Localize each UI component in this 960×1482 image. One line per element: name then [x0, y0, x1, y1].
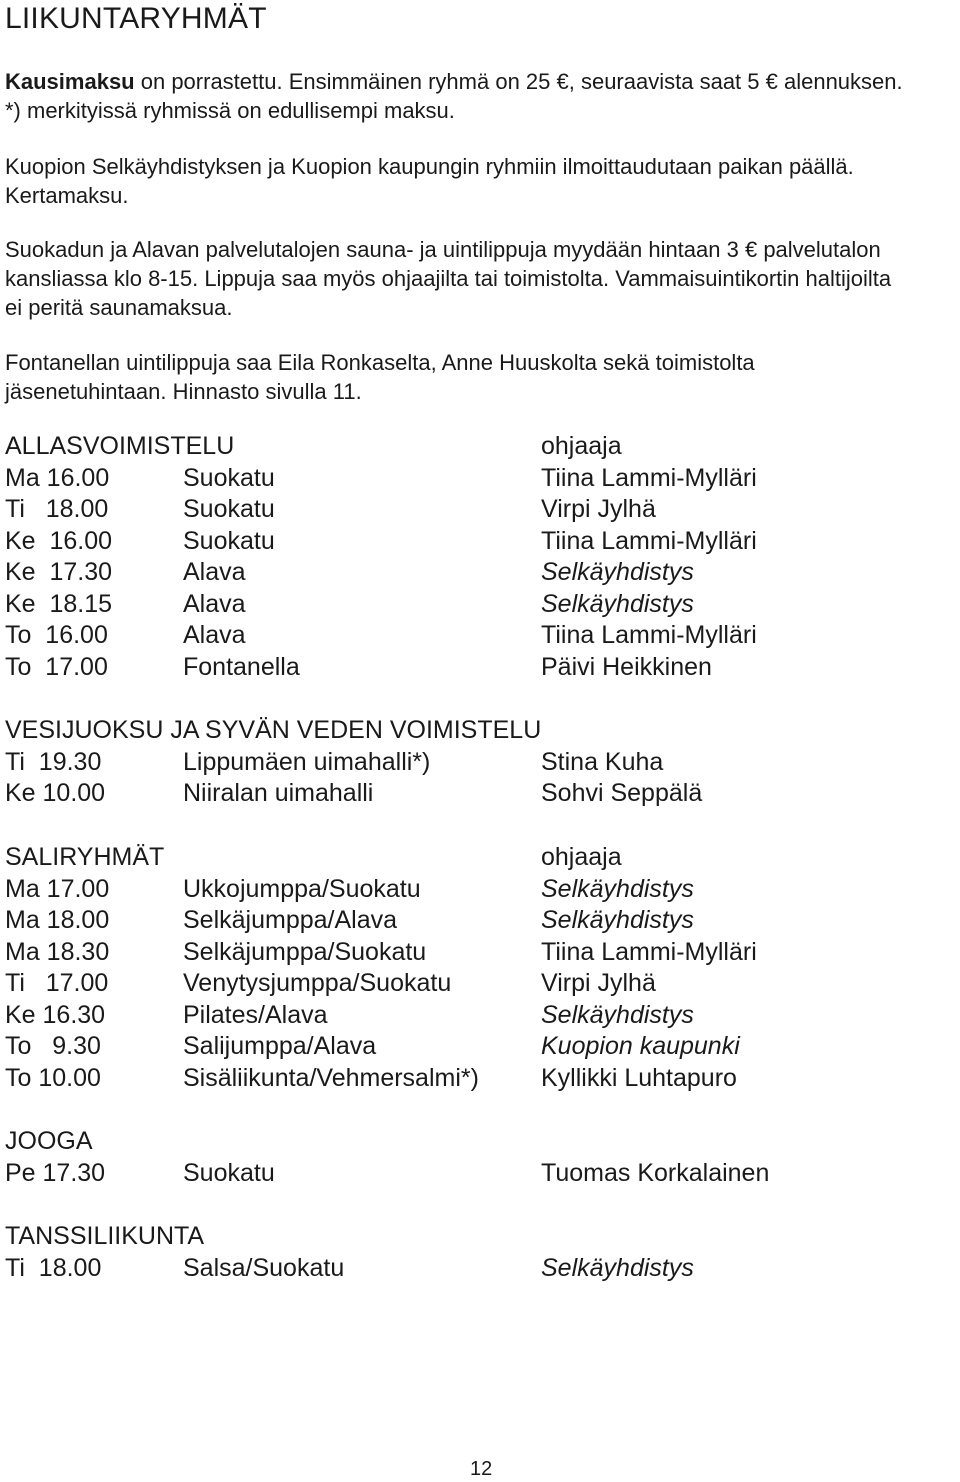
season-fee-label: Kausimaksu [5, 69, 135, 94]
schedule-time: Ti 18.00 [5, 495, 109, 523]
section-jooga [5, 1126, 955, 1189]
schedule-leader: Tiina Lammi-Mylläri [541, 526, 757, 555]
paragraph-sauna-tickets: Suokadun ja Alavan palvelutalojen sauna- ja uintilippuja myydään hintaan 3 € palvelutalon kansliassa klo 8-15. Lippuja saa myös ohjaajilta tai toimistolta. Vammaisuintikortin haltijoilta ei peritä saunamaksua. [5, 237, 892, 320]
section-heading: TANSSILIIKUNTA [5, 1222, 205, 1250]
section-header-row [5, 431, 955, 463]
schedule-leader: Selkäyhdistys [541, 906, 694, 934]
schedule-leader: Tiina Lammi-Mylläri [541, 937, 757, 966]
schedule-leader: Sohvi Seppälä [541, 779, 703, 807]
schedule-place: Suokatu [183, 1158, 275, 1187]
section-tanssiliikunta [5, 1221, 955, 1284]
schedule-place: Alava [183, 621, 246, 649]
schedule-place: Selkäjumppa/Suokatu [183, 937, 427, 966]
schedule-place: Ukkojumppa/Suokatu [183, 874, 421, 903]
schedule-place: Pilates/Alava [183, 1000, 328, 1029]
schedule-place: Fontanella [183, 652, 300, 681]
schedule-leader: Virpi Jylhä [541, 495, 656, 523]
schedule-place: Suokatu [183, 495, 275, 523]
schedule-time: Ke 16.30 [5, 1000, 106, 1029]
schedule-time: To 10.00 [5, 1063, 101, 1092]
schedule-row [5, 905, 955, 937]
section-allasvoimistelu [5, 431, 955, 683]
schedule-time: To 9.30 [5, 1032, 101, 1060]
schedule-row [5, 874, 955, 906]
paragraph-season-fee [5, 67, 905, 125]
schedule-time: Ke 16.00 [5, 526, 113, 555]
paragraph-registration: Kuopion Selkäyhdistyksen ja Kuopion kaupungin ryhmiin ilmoittaudutaan paikan päällä. Kertamaksu. [5, 154, 854, 208]
schedule-leader: Selkäyhdistys [541, 589, 694, 618]
schedule-row [5, 557, 955, 589]
section-header-row [5, 842, 955, 874]
schedule-time: Ti 18.00 [5, 1253, 102, 1282]
schedule-place: Selkäjumppa/Alava [183, 906, 398, 934]
schedule-place: Lippumäen uimahalli*) [183, 747, 431, 776]
schedule-row [5, 1253, 955, 1285]
schedule-leader: Päivi Heikkinen [541, 652, 712, 681]
schedule-place: Sisäliikunta/Vehmersalmi*) [183, 1063, 479, 1092]
schedule-place: Venytysjumppa/Suokatu [183, 969, 452, 997]
schedule-leader: Selkäyhdistys [541, 874, 694, 903]
section-vesijuoksu [5, 715, 955, 810]
schedule-row [5, 620, 955, 652]
schedule-row [5, 589, 955, 621]
schedule-row [5, 526, 955, 558]
schedule-leader: Selkäyhdistys [541, 558, 694, 586]
page-number: 12 [470, 1458, 493, 1480]
schedule-row [5, 968, 955, 1000]
schedule-place: Alava [183, 558, 246, 586]
section-heading: JOOGA [5, 1127, 93, 1155]
schedule-place: Suokatu [183, 463, 275, 492]
schedule-place: Niiralan uimahalli [183, 779, 374, 807]
schedule-place: Suokatu [183, 526, 275, 555]
schedule-row [5, 1158, 955, 1190]
schedule-leader: Virpi Jylhä [541, 969, 656, 997]
schedule-time: Ma 18.30 [5, 937, 110, 966]
schedule-time: Ti 17.00 [5, 969, 109, 997]
schedule-time: Ma 17.00 [5, 874, 110, 903]
schedule-leader: Selkäyhdistys [541, 1253, 694, 1282]
schedule-leader: Selkäyhdistys [541, 1000, 694, 1029]
section-heading: VESIJUOKSU JA SYVÄN VEDEN VOIMISTELU [5, 716, 542, 744]
column-header-leader: ohjaaja [541, 843, 622, 871]
schedule-leader: Kyllikki Luhtapuro [541, 1063, 737, 1092]
schedule-time: Ke 10.00 [5, 779, 106, 807]
schedule-row [5, 494, 955, 526]
schedule-row [5, 937, 955, 969]
paragraph-fontanella-tickets: Fontanellan uintilippuja saa Eila Ronkaselta, Anne Huuskolta sekä toimistolta jäsenetuhintaan. Hinnasto sivulla 11. [5, 350, 755, 404]
schedule-place: Salsa/Suokatu [183, 1253, 345, 1282]
schedule-row [5, 652, 955, 684]
schedule-leader: Tuomas Korkalainen [541, 1158, 770, 1187]
schedule-leader: Tiina Lammi-Mylläri [541, 621, 757, 649]
section-header-row [5, 1221, 955, 1253]
section-header-row [5, 715, 955, 747]
section-heading: SALIRYHMÄT [5, 843, 165, 871]
schedule-time: Ma 16.00 [5, 463, 110, 492]
schedule-time: Ke 18.15 [5, 589, 113, 618]
schedule-time: To 16.00 [5, 621, 108, 649]
schedule-row [5, 1000, 955, 1032]
page-title: LIIKUNTARYHMÄT [5, 2, 267, 35]
schedule-row [5, 1063, 955, 1095]
section-heading: ALLASVOIMISTELU [5, 432, 235, 460]
season-fee-text: on porrastettu. Ensimmäinen ryhmä on 25 €, seuraavista saat 5 € alennuksen. *) merkityissä ryhmissä on edullisempi maksu. [5, 69, 903, 123]
schedule-row [5, 778, 955, 810]
schedule-place: Alava [183, 589, 246, 618]
schedule-time: Ke 17.30 [5, 558, 113, 586]
section-header-row [5, 1126, 955, 1158]
schedule-row [5, 1031, 955, 1063]
schedule-leader: Stina Kuha [541, 747, 664, 776]
schedule-time: Pe 17.30 [5, 1158, 106, 1187]
schedule-time: Ma 18.00 [5, 906, 110, 934]
schedule-leader: Kuopion kaupunki [541, 1032, 740, 1060]
schedule-row [5, 747, 955, 779]
schedule-leader: Tiina Lammi-Mylläri [541, 463, 757, 492]
schedule-time: Ti 19.30 [5, 747, 102, 776]
schedule-time: To 17.00 [5, 652, 108, 681]
schedule-row [5, 463, 955, 495]
section-saliryhmat [5, 842, 955, 1094]
schedule-place: Salijumppa/Alava [183, 1032, 377, 1060]
column-header-leader: ohjaaja [541, 432, 622, 460]
